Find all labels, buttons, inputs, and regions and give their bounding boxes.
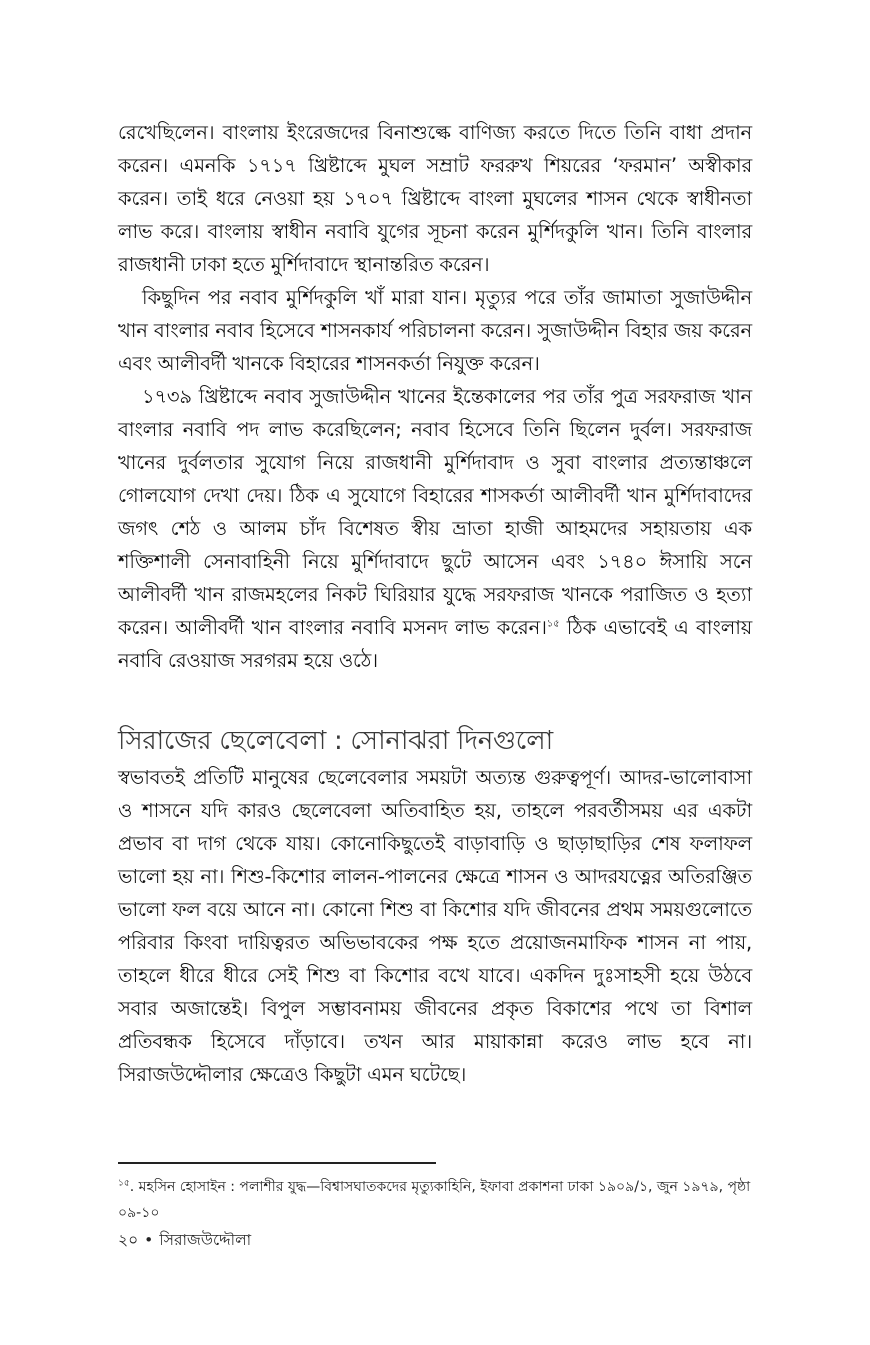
paragraph-3 (118, 380, 752, 677)
paragraph-3-text-continued: ঠিক এভাবেই এ বাংলায় নবাবি রেওয়াজ সরগরম হয়ে ওঠে। (118, 616, 752, 672)
footnote-text: . মহসিন হোসাইন : পলাশীর যুদ্ধ—বিশ্বাসঘাতকদের মৃত্যুকাহিনি, ইফাবা প্রকাশনা ঢাকা ১৯০৯/১, জুন ১৯৭৯, পৃষ্ঠা ০৯-১০ (118, 1179, 751, 1221)
page-number: ২০ (118, 1231, 139, 1249)
section-paragraph-1: স্বভাবতই প্রতিটি মানুষের ছেলেবেলার সময়টা অত্যন্ত গুরুত্বপূর্ণ। আদর-ভালোবাসা ও শাসনে যদি কারও ছেলেবেলা অতিবাহিত হয়, তাহলে পরবর্তীসময় এর একটা প্রভাব বা দাগ থেকে যায়। কোনোকিছুতেই বাড়াবাড়ি ও ছাড়াছাড়ির শেষ ফলাফল ভালো হয় না। শিশু-কিশোর লালন-পালনের ক্ষেত্রে শাসন ও আদরযত্নের অতিরঞ্জিত ভালো ফল বয়ে আনে না। কোনো শিশু বা কিশোর যদি জীবনের প্রথম সময়গুলোতে পরিবার কিংবা দায়িত্বরত অভিভাবকের পক্ষ হতে প্রয়োজনমাফিক শাসন না পায়, তাহলে ধীরে ধীরে সেই শিশু বা কিশোর বখে যাবে। একদিন দুঃসাহসী হয়ে উঠবে সবার অজান্তেই। বিপুল সম্ভাবনাময় জীবনের প্রকৃত বিকাশের পথে তা বিশাল প্রতিবন্ধক হিসেবে দাঁড়াবে। তখন আর মায়াকান্না করেও লাভ হবে না। সিরাজউদ্দৌলার ক্ষেত্রেও কিছুটা এমন ঘটেছে। (118, 766, 752, 1086)
footnote-item (118, 1174, 758, 1226)
footnote-divider (118, 1162, 436, 1164)
page-footer (118, 1227, 251, 1253)
page-body (118, 116, 752, 1091)
running-title: সিরাজউদ্দৌলা (159, 1231, 252, 1249)
footnote-reference[interactable]: ১৫ (546, 618, 560, 630)
section-body (118, 761, 752, 1091)
section-heading: সিরাজের ছেলেবেলা : সোনাঝরা দিনগুলো (118, 726, 553, 756)
paragraph-3-text: ১৭৩৯ খ্রিষ্টাব্দে নবাব সুজাউদ্দীন খানের ইন্তেকালের পর তাঁর পুত্র সরফরাজ খান বাংলার নবাবি পদ লাভ করেছিলেন; নবাব হিসেবে তিনি ছিলেন দুর্বল। সরফরাজ খানের দুর্বলতার সুযোগ নিয়ে রাজধানী মুর্শিদাবাদ ও সুবা বাংলার প্রত্যন্তাঞ্চলে গোলযোগ দেখা দেয়। ঠিক এ সুযোগে বিহারের শাসকর্তা আলীবর্দী খান মুর্শিদাবাদের জগৎ শেঠ ও আলম চাঁদ বিশেষত স্বীয় ভ্রাতা হাজী আহমদের সহায়তায় এক শক্তিশালী সেনাবাহিনী নিয়ে মুর্শিদাবাদে ছুটে আসেন এবং ১৭৪০ ঈসায়ি সনে আলীবর্দী খান রাজমহলের নিকট ঘিরিয়ার যুদ্ধে সরফরাজ খানকে পরাজিত ও হত্যা করেন। আলীবর্দী খান বাংলার নবাবি মসনদ লাভ করেন। (118, 385, 752, 639)
footnote-number: ১৫ (118, 1178, 130, 1189)
paragraph-2: কিছুদিন পর নবাব মুর্শিদকুলি খাঁ মারা যান। মৃত্যুর পরে তাঁর জামাতা সুজাউদ্দীন খান বাংলার নবাব হিসেবে শাসনকার্য পরিচালনা করেন। সুজাউদ্দীন বিহার জয় করেন এবং আলীবর্দী খানকে বিহারের শাসনকর্তা নিযুক্ত করেন। (118, 286, 752, 375)
bullet-separator-icon: • (144, 1231, 154, 1249)
footnotes (118, 1174, 758, 1226)
paragraph-1: রেখেছিলেন। বাংলায় ইংরেজদের বিনাশুল্কে বাণিজ্য করতে দিতে তিনি বাধা প্রদান করেন। এমনকি ১৭১৭ খ্রিষ্টাব্দে মুঘল সম্রাট ফররুখ শিয়রের ‘ফরমান’ অস্বীকার করেন। তাই ধরে নেওয়া হয় ১৭০৭ খ্রিষ্টাব্দে বাংলা মুঘলের শাসন থেকে স্বাধীনতা লাভ করে। বাংলায় স্বাধীন নবাবি যুগের সূচনা করেন মুর্শিদকুলি খান। তিনি বাংলার রাজধানী ঢাকা হতে মুর্শিদাবাদে স্থানান্তরিত করেন। (118, 121, 752, 276)
